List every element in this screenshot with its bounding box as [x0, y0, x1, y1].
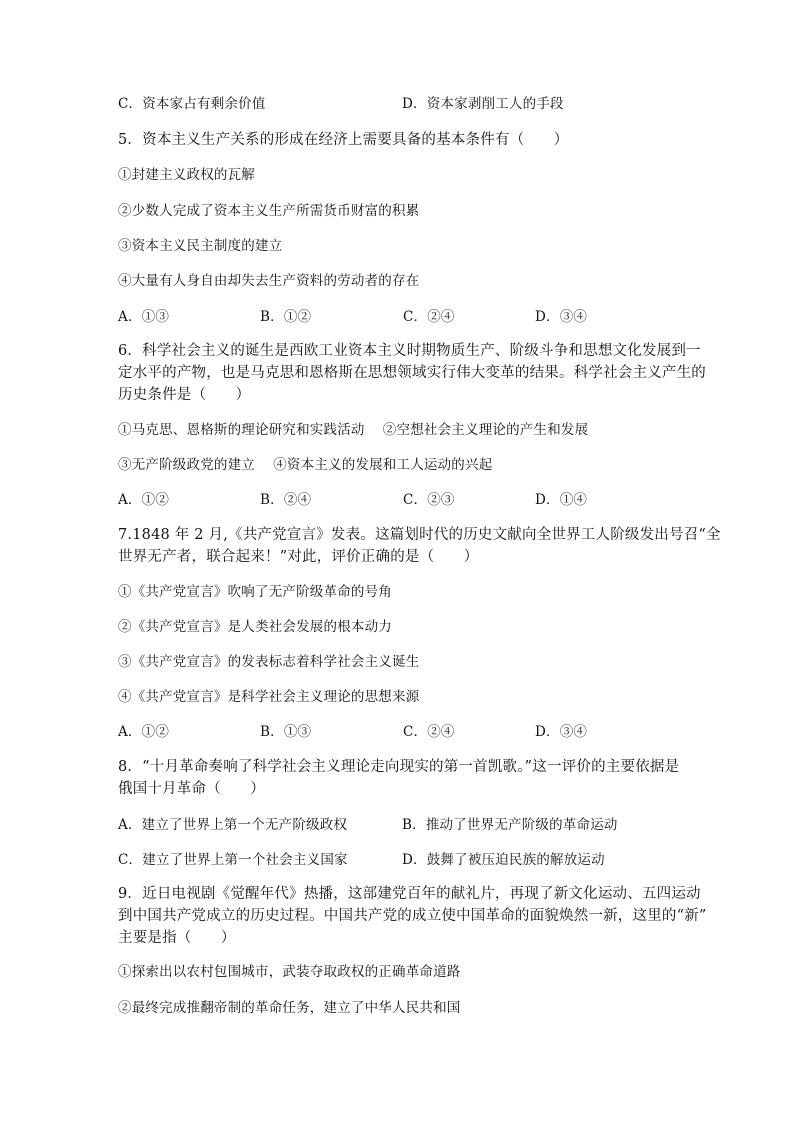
- q9-stem-line-2: 到中国共产党成立的历史过程。中国共产党的成立使中国革命的面貌焕然一新，这里的“新”: [118, 908, 707, 924]
- q5-statement-2: ②少数人完成了资本主义生产所需货币财富的积累: [118, 203, 420, 219]
- q7-statement-2: ②《共产党宣言》是人类社会发展的根本动力: [118, 619, 392, 635]
- option-b: B．②④: [260, 492, 312, 508]
- q7-statement-3: ③《共产党宣言》的发表标志着科学社会主义诞生: [118, 654, 420, 670]
- q6-stem-line-3: 历史条件是（ ）: [118, 387, 251, 403]
- q6-statements-3-4: ③无产阶级政党的建立 ④资本主义的发展和工人运动的兴起: [118, 457, 493, 473]
- option-d: D．鼓舞了被压迫民族的解放运动: [402, 852, 605, 868]
- q7-statement-4: ④《共产党宣言》是科学社会主义理论的思想来源: [118, 689, 420, 705]
- q5-statement-4: ④大量有人身自由却失去生产资料的劳动者的存在: [118, 273, 420, 289]
- option-c: C．②④: [403, 309, 455, 325]
- option-c: C．②③: [403, 492, 455, 508]
- q7-statement-1: ①《共产党宣言》吹响了无产阶级革命的号角: [118, 584, 392, 600]
- q9-statement-2: ②最终完成推翻帝制的革命任务，建立了中华人民共和国: [118, 1000, 461, 1016]
- option-d: D．资本家剥削工人的手段: [402, 96, 564, 112]
- option-b: B．①③: [260, 724, 312, 740]
- q7-stem-line-2: 世界无产者，联合起来！”对此，评价正确的是（ ）: [118, 549, 479, 565]
- option-a: A．建立了世界上第一个无产阶级政权: [118, 817, 348, 833]
- option-b: B．①②: [260, 309, 312, 325]
- q9-stem-line-3: 主要是指（ ）: [118, 930, 236, 946]
- option-b: B．推动了世界无产阶级的革命运动: [402, 817, 618, 833]
- q5-statement-3: ③资本主义民主制度的建立: [118, 238, 283, 254]
- option-d: D．③④: [535, 309, 588, 325]
- q9-stem-line-1: 9．近日电视剧《觉醒年代》热播，这部建党百年的献礼片，再现了新文化运动、五四运动: [118, 886, 701, 902]
- option-c: C．资本家占有剩余价值: [118, 96, 266, 112]
- option-a: A．①②: [118, 724, 170, 740]
- q7-stem-line-1: 7.1848 年 2 月,《共产党宣言》发表。这篇划时代的历史文献向全世界工人阶级发出号召“全: [118, 527, 721, 543]
- q6-statements-1-2: ①马克思、恩格斯的理论研究和实践活动 ②空想社会主义理论的产生和发展: [118, 422, 589, 438]
- q8-stem-line-2: 俄国十月革命（ ）: [118, 781, 265, 797]
- option-c: C．建立了世界上第一个社会主义国家: [118, 852, 348, 868]
- option-d: D．①④: [535, 492, 588, 508]
- q5-statement-1: ①封建主义政权的瓦解: [118, 167, 255, 183]
- option-a: A．①②: [118, 492, 170, 508]
- q6-stem-line-1: 6．科学社会主义的诞生是西欧工业资本主义时期物质生产、阶级斗争和思想文化发展到一: [118, 343, 701, 359]
- option-c: C．②④: [403, 724, 455, 740]
- q6-stem-line-2: 定水平的产物，也是马克思和恩格斯在思想领域实行伟大变革的结果。科学社会主义产生的: [118, 365, 706, 381]
- option-a: A．①③: [118, 309, 170, 325]
- q9-statement-1: ①探索出以农村包围城市，武装夺取政权的正确革命道路: [118, 964, 461, 980]
- q8-stem-line-1: 8．“十月革命奏响了科学社会主义理论走向现实的第一首凯歌。”这一评价的主要依据是: [118, 759, 680, 775]
- q5-stem: 5．资本主义生产关系的形成在经济上需要具备的基本条件有（ ）: [118, 132, 569, 148]
- option-d: D．③④: [535, 724, 588, 740]
